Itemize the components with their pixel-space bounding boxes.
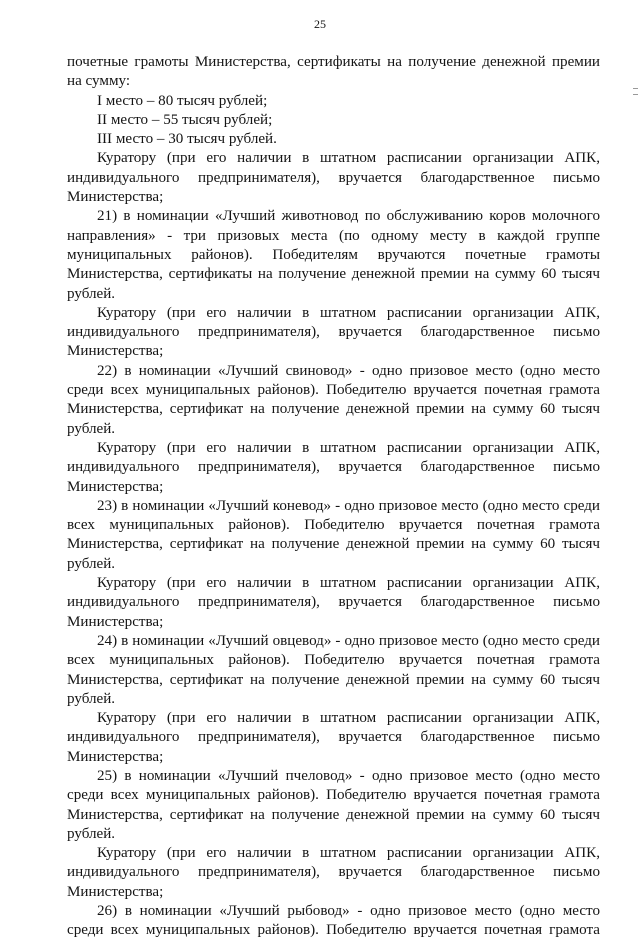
page-number: 25 (314, 17, 326, 31)
paragraph: II место – 55 тысяч рублей; (97, 111, 273, 128)
paragraph: 21) в номинации «Лучший животновод по обслуживанию коров молочного направления» - три призовых места (по одному месту в каждой группе муниципальных районов). Победителям вручаются почетные грамоты Министерства, сертификаты на получение денежной премии на сумму 60 тысяч рублей. (67, 208, 600, 302)
paragraph: 26) в номинации «Лучший рыбовод» - одно призовое место (одно место среди всех муниципальных районов). Победителю вручается почетная грамота (67, 903, 600, 939)
paragraph: Куратору (при его наличии в штатном расписании организации АПК, индивидуального предпринимателя), вручается благодарственное письмо Министерства; (67, 150, 600, 206)
paragraph: 23) в номинации «Лучший коневод» - одно призовое место (одно место среди всех муниципальных районов). Победителю вручается почетная грамота Министерства, сертификат на получение денежной премии на сумму 60 тысяч рублей. (67, 497, 600, 572)
paragraph: 22) в номинации «Лучший свиновод» - одно призовое место (одно место среди всех муниципальных районов). Победителю вручается почетная грамота Министерства, сертификат на получение денежной премии на сумму 60 тысяч рублей. (67, 362, 600, 437)
paragraph: Куратору (при его наличии в штатном расписании организации АПК, индивидуального предпринимателя), вручается благодарственное письмо Министерства; (67, 710, 600, 765)
paragraph: 24) в номинации «Лучший овцевод» - одно призовое место (одно место среди всех муниципальных районов). Победителю вручается почетная грамота Министерства, сертификат на получение денежной премии на сумму 60 тысяч рублей. (67, 632, 600, 707)
paragraph: почетные грамоты Министерства, сертификаты на получение денежной премии (67, 54, 600, 70)
document-body (67, 53, 600, 941)
paragraph: Куратору (при его наличии в штатном расписании организации АПК, индивидуального предпринимателя), вручается благодарственное письмо Министерства; (67, 439, 600, 495)
paragraph: на сумму: (67, 73, 131, 90)
paragraph: Куратору (при его наличии в штатном расписании организации АПК, индивидуального предпринимателя), вручается благодарственное письмо Министерства; (67, 304, 600, 360)
paragraph: 25) в номинации «Лучший пчеловод» - одно призовое место (одно место среди всех муниципальных районов). Победителю вручается почетная грамота Министерства, сертификат на получение денежной премии на сумму 60 тысяч рублей. (67, 767, 600, 842)
paragraph: Куратору (при его наличии в штатном расписании организации АПК, индивидуального предпринимателя), вручается благодарственное письмо Министерства; (67, 575, 600, 630)
paragraph: III место – 30 тысяч рублей. (97, 131, 277, 148)
paragraph: I место – 80 тысяч рублей; (97, 92, 268, 109)
scan-artifact (633, 88, 638, 89)
scan-artifact (633, 94, 638, 95)
paragraph: Куратору (при его наличии в штатном расписании организации АПК, индивидуального предпринимателя), вручается благодарственное письмо Министерства; (67, 845, 600, 900)
